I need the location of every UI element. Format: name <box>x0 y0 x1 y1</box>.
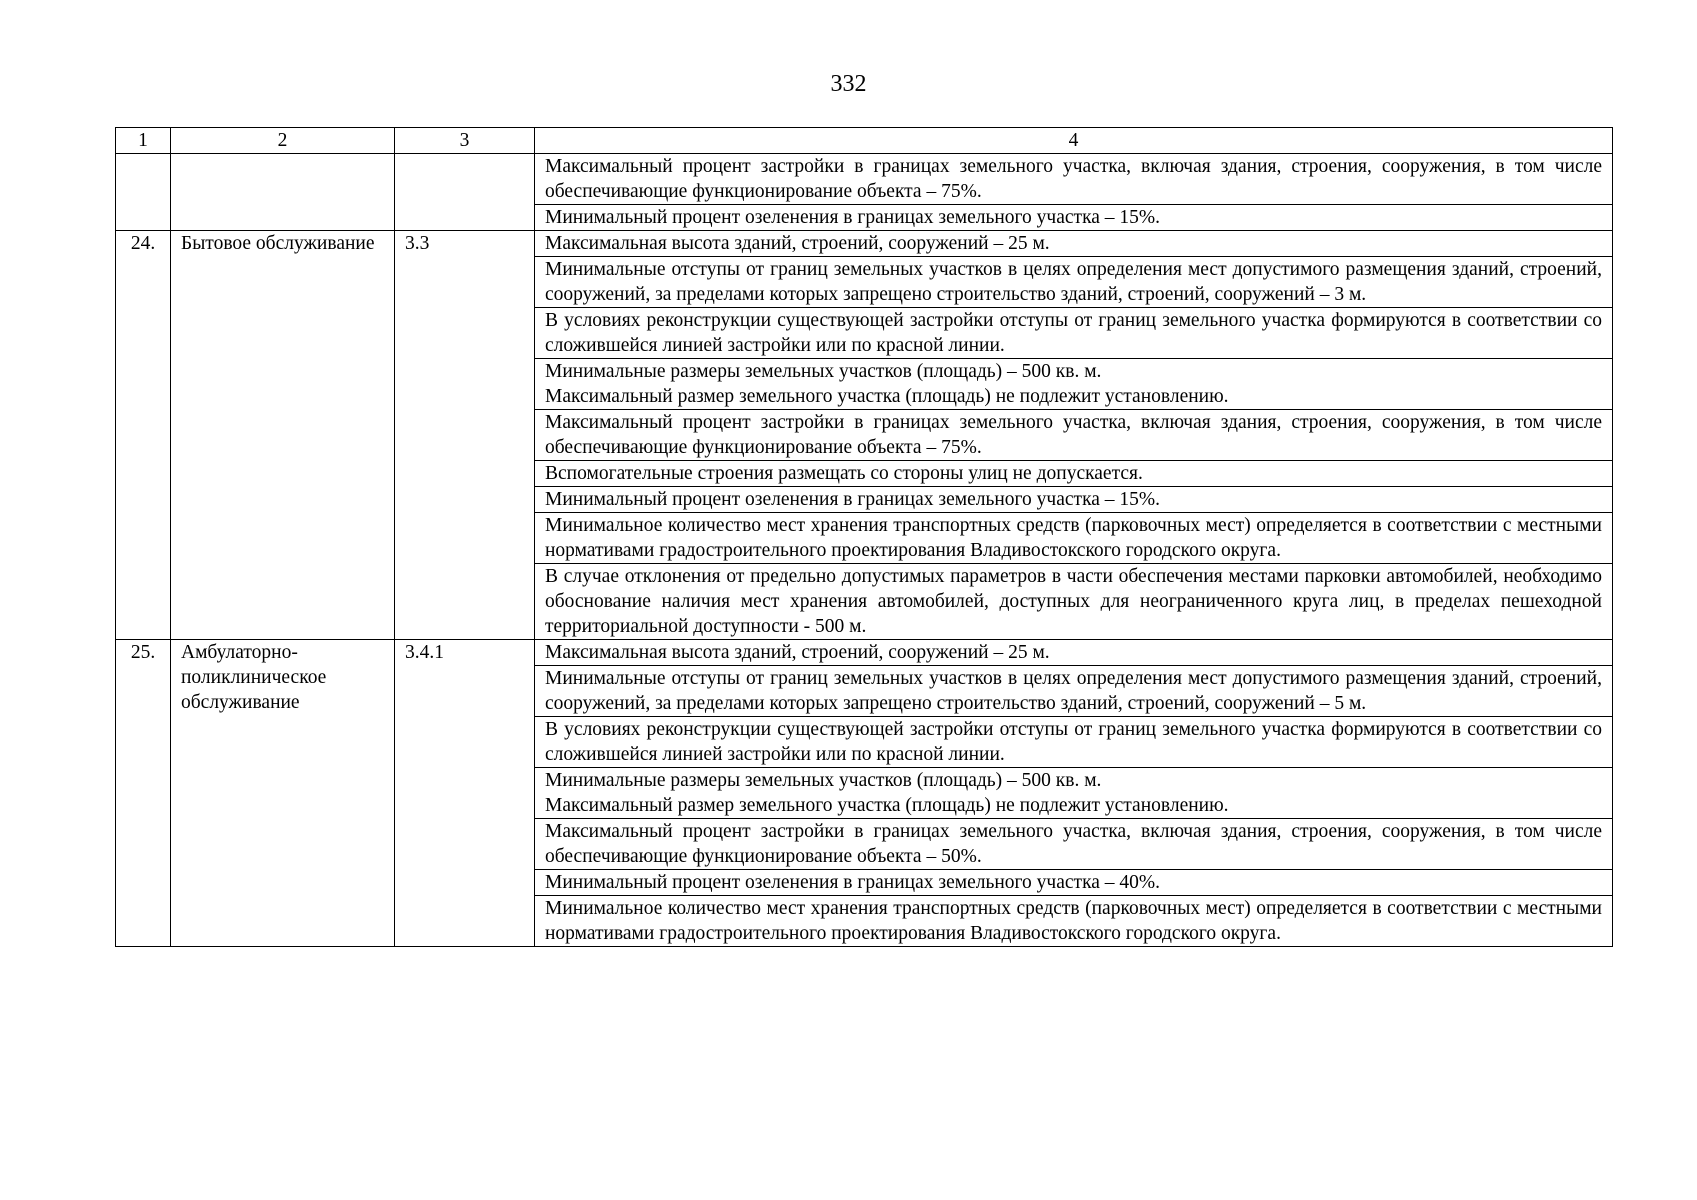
parameter-cell: Минимальные отступы от границ земельных участков в целях определения мест допустимого размещения зданий, строений, сооружений, за пределами которых запрещено строительство зданий, строений, сооружений – 5 м. <box>535 666 1613 717</box>
parameter-cell: Вспомогательные строения размещать со стороны улиц не допускается. <box>535 461 1613 487</box>
parameter-cell <box>535 359 1613 410</box>
header-col-2: 2 <box>171 128 395 154</box>
parameter-cell: Максимальный процент застройки в границах земельного участка, включая здания, строения, сооружения, в том числе обеспечивающие функционирование объекта – 50%. <box>535 819 1613 870</box>
use-code-cell <box>395 154 535 231</box>
header-col-3: 3 <box>395 128 535 154</box>
parameter-cell: Минимальные отступы от границ земельных участков в целях определения мест допустимого размещения зданий, строений, сооружений, за пределами которых запрещено строительство зданий, строений, сооружений – 3 м. <box>535 257 1613 308</box>
parameter-cell: Минимальное количество мест хранения транспортных средств (парковочных мест) определяется в соответствии с местными нормативами градостроительного проектирования Владивостокского городского округа. <box>535 896 1613 947</box>
parameter-cell: В условиях реконструкции существующей застройки отступы от границ земельного участка формируются в соответствии со сложившейся линией застройки или по красной линии. <box>535 717 1613 768</box>
parameter-cell: Максимальный процент застройки в границах земельного участка, включая здания, строения, сооружения, в том числе обеспечивающие функционирование объекта – 75%. <box>535 410 1613 461</box>
use-name-cell <box>171 154 395 231</box>
regulations-table <box>115 127 1613 947</box>
use-name-cell: Амбулаторно-поликлиническое обслуживание <box>171 640 395 947</box>
parameter-cell: Максимальная высота зданий, строений, сооружений – 25 м. <box>535 231 1613 257</box>
param-line: Максимальный размер земельного участка (площадь) не подлежит установлению. <box>545 386 1229 407</box>
row-number-cell: 25. <box>116 640 171 947</box>
parameter-cell: В условиях реконструкции существующей застройки отступы от границ земельного участка формируются в соответствии со сложившейся линией застройки или по красной линии. <box>535 308 1613 359</box>
parameter-cell: Максимальный процент застройки в границах земельного участка, включая здания, строения, сооружения, в том числе обеспечивающие функционирование объекта – 75%. <box>535 154 1613 205</box>
parameter-cell: Максимальная высота зданий, строений, сооружений – 25 м. <box>535 640 1613 666</box>
parameter-cell: Минимальный процент озеленения в границах земельного участка – 15%. <box>535 205 1613 231</box>
parameter-cell: В случае отклонения от предельно допустимых параметров в части обеспечения местами парковки автомобилей, необходимо обоснование наличия мест хранения автомобилей, доступных для неограниченного круга лиц, в пределах пешеходной территориальной доступности - 500 м. <box>535 564 1613 640</box>
use-name-cell: Бытовое обслуживание <box>171 231 395 640</box>
param-line: Минимальные размеры земельных участков (площадь) – 500 кв. м. <box>545 361 1102 382</box>
header-col-4: 4 <box>535 128 1613 154</box>
header-col-1: 1 <box>116 128 171 154</box>
param-line: Максимальный размер земельного участка (площадь) не подлежит установлению. <box>545 795 1229 816</box>
param-line: Минимальные размеры земельных участков (площадь) – 500 кв. м. <box>545 770 1102 791</box>
table-row <box>116 640 1613 666</box>
table-row <box>116 231 1613 257</box>
header-row <box>116 128 1613 154</box>
row-number-cell <box>116 154 171 231</box>
page-number: 332 <box>830 71 867 97</box>
parameter-cell: Минимальный процент озеленения в границах земельного участка – 15%. <box>535 487 1613 513</box>
use-code-cell: 3.4.1 <box>395 640 535 947</box>
parameter-cell <box>535 768 1613 819</box>
parameter-cell: Минимальный процент озеленения в границах земельного участка – 40%. <box>535 870 1613 896</box>
parameter-cell: Минимальное количество мест хранения транспортных средств (парковочных мест) определяется в соответствии с местными нормативами градостроительного проектирования Владивостокского городского округа. <box>535 513 1613 564</box>
use-code-cell: 3.3 <box>395 231 535 640</box>
table-body <box>116 154 1613 947</box>
row-number-cell: 24. <box>116 231 171 640</box>
table-row <box>116 154 1613 205</box>
